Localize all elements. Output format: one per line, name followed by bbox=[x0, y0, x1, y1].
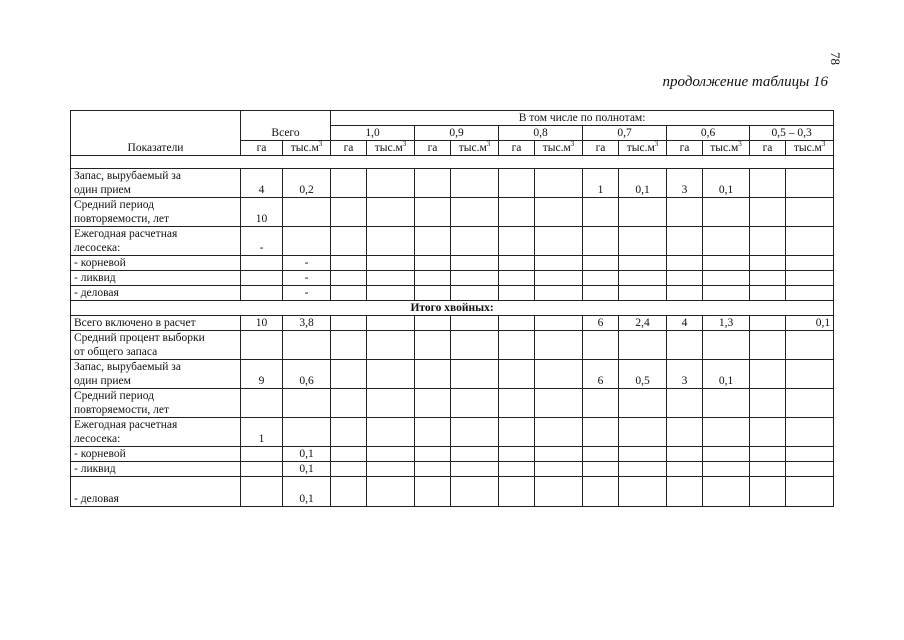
table-cell bbox=[451, 447, 499, 462]
header-density: 0,8 bbox=[499, 126, 583, 141]
table-cell: 0,1 bbox=[703, 360, 750, 389]
table-cell: 10 bbox=[241, 316, 283, 331]
row-label: - ликвид bbox=[71, 462, 241, 477]
table-cell bbox=[750, 447, 786, 462]
table-cell bbox=[583, 286, 619, 301]
table-cell bbox=[619, 227, 667, 256]
table-cell bbox=[331, 286, 367, 301]
table-cell bbox=[331, 169, 367, 198]
table-cell bbox=[451, 169, 499, 198]
row-label: - деловая bbox=[71, 477, 241, 507]
table-cell bbox=[367, 462, 415, 477]
header-density: 0,6 bbox=[667, 126, 750, 141]
table-cell bbox=[535, 462, 583, 477]
table-cell bbox=[535, 418, 583, 447]
table-cell bbox=[786, 256, 834, 271]
table-cell bbox=[241, 462, 283, 477]
table-cell bbox=[703, 271, 750, 286]
table-cell: 3,8 bbox=[283, 316, 331, 331]
table-cell: 1,3 bbox=[703, 316, 750, 331]
table-cell bbox=[703, 462, 750, 477]
header-unit-thousand-m3: $тыс.м^3$ bbox=[786, 141, 834, 156]
table-cell bbox=[241, 331, 283, 360]
table-cell: 0,2 bbox=[283, 169, 331, 198]
table-cell bbox=[786, 477, 834, 507]
table-cell bbox=[283, 418, 331, 447]
table-cell bbox=[367, 227, 415, 256]
table-cell bbox=[667, 331, 703, 360]
table-cell bbox=[535, 389, 583, 418]
table-cell bbox=[415, 477, 451, 507]
header-density: 0,7 bbox=[583, 126, 667, 141]
row-label: - ликвид bbox=[71, 271, 241, 286]
table-cell bbox=[451, 477, 499, 507]
table-cell bbox=[241, 389, 283, 418]
table-cell bbox=[786, 331, 834, 360]
table-cell bbox=[331, 198, 367, 227]
table-row bbox=[71, 462, 834, 477]
table-cell bbox=[241, 447, 283, 462]
table-cell: - bbox=[283, 271, 331, 286]
table-cell bbox=[241, 286, 283, 301]
table-row bbox=[71, 227, 834, 256]
table-cell bbox=[583, 271, 619, 286]
table-cell bbox=[667, 389, 703, 418]
table-row bbox=[71, 198, 834, 227]
table-cell: 0,1 bbox=[283, 462, 331, 477]
table-cell bbox=[750, 286, 786, 301]
header-density: 0,5 – 0,3 bbox=[750, 126, 834, 141]
table-cell bbox=[499, 256, 535, 271]
table-cell bbox=[619, 331, 667, 360]
row-label: Запас, вырубаемый за один прием bbox=[71, 169, 241, 198]
table-cell bbox=[331, 227, 367, 256]
table-cell bbox=[283, 389, 331, 418]
table-cell: 1 bbox=[241, 418, 283, 447]
table-cell bbox=[331, 316, 367, 331]
table-cell bbox=[451, 389, 499, 418]
table-cell bbox=[583, 331, 619, 360]
table-cell bbox=[750, 389, 786, 418]
header-unit-thousand-m3: $тыс.м^3$ bbox=[535, 141, 583, 156]
table-cell bbox=[367, 477, 415, 507]
header-unit-thousand-m3: $тыс.м^3$ bbox=[367, 141, 415, 156]
table-cell bbox=[703, 331, 750, 360]
table-cell bbox=[583, 256, 619, 271]
table-cell: 0,1 bbox=[283, 477, 331, 507]
table-cell bbox=[415, 227, 451, 256]
table-cell bbox=[499, 227, 535, 256]
table-cell bbox=[415, 256, 451, 271]
table-cell bbox=[451, 360, 499, 389]
table-cell bbox=[499, 169, 535, 198]
table-cell: 0,6 bbox=[283, 360, 331, 389]
table-cell bbox=[499, 418, 535, 447]
table-cell bbox=[535, 447, 583, 462]
table-cell bbox=[786, 227, 834, 256]
table-cell bbox=[619, 286, 667, 301]
table-cell bbox=[535, 227, 583, 256]
table-cell bbox=[583, 477, 619, 507]
table-cell bbox=[415, 447, 451, 462]
table-cell bbox=[535, 331, 583, 360]
table-cell: 0,1 bbox=[619, 169, 667, 198]
table-cell bbox=[667, 256, 703, 271]
table-cell bbox=[535, 256, 583, 271]
table-cell bbox=[786, 447, 834, 462]
table-cell bbox=[535, 198, 583, 227]
table-cell bbox=[415, 169, 451, 198]
section-row bbox=[71, 301, 834, 316]
table-cell bbox=[451, 462, 499, 477]
table-cell bbox=[786, 418, 834, 447]
table-cell bbox=[451, 198, 499, 227]
row-label: - деловая bbox=[71, 286, 241, 301]
table-cell bbox=[415, 271, 451, 286]
header-unit-thousand-m3: $тыс.м^3$ bbox=[451, 141, 499, 156]
table-cell: 0,5 bbox=[619, 360, 667, 389]
table-cell bbox=[583, 227, 619, 256]
page-number: 78 bbox=[828, 52, 843, 65]
table-row bbox=[71, 331, 834, 360]
table-cell: - bbox=[241, 227, 283, 256]
spacer-row bbox=[71, 156, 834, 169]
table-cell bbox=[367, 169, 415, 198]
continuation-caption: продолжение таблицы 16 bbox=[662, 74, 828, 90]
table-row bbox=[71, 418, 834, 447]
table-cell bbox=[331, 462, 367, 477]
table-cell bbox=[415, 360, 451, 389]
table-cell bbox=[331, 256, 367, 271]
table-cell bbox=[499, 389, 535, 418]
header-unit-thousand-m3: $тыс.м^3$ bbox=[619, 141, 667, 156]
table-row bbox=[71, 271, 834, 286]
table-cell: 0,1 bbox=[786, 316, 834, 331]
table-cell bbox=[499, 198, 535, 227]
table-cell bbox=[703, 477, 750, 507]
table-cell bbox=[367, 331, 415, 360]
header-unit-ha: га bbox=[667, 141, 703, 156]
table-cell bbox=[283, 331, 331, 360]
table-cell bbox=[451, 256, 499, 271]
table-cell bbox=[367, 389, 415, 418]
header-unit-ha: га bbox=[241, 141, 283, 156]
header-total: Всего bbox=[241, 111, 331, 141]
table-cell bbox=[667, 286, 703, 301]
table-row bbox=[71, 477, 834, 507]
table-cell bbox=[499, 316, 535, 331]
table-cell bbox=[619, 418, 667, 447]
table-row bbox=[71, 447, 834, 462]
table-cell bbox=[619, 477, 667, 507]
table-cell bbox=[786, 389, 834, 418]
row-label: Средний период повторяемости, лет bbox=[71, 198, 241, 227]
table-cell bbox=[786, 271, 834, 286]
table-cell bbox=[367, 360, 415, 389]
table-cell bbox=[331, 418, 367, 447]
table-cell bbox=[703, 389, 750, 418]
table-cell bbox=[667, 477, 703, 507]
row-label: Ежегодная расчетная лесосека: bbox=[71, 227, 241, 256]
row-label: Ежегодная расчетная лесосека: bbox=[71, 418, 241, 447]
table-cell bbox=[583, 447, 619, 462]
table-cell bbox=[667, 227, 703, 256]
table-cell bbox=[331, 271, 367, 286]
table-cell bbox=[499, 447, 535, 462]
table-cell bbox=[703, 418, 750, 447]
table-cell bbox=[703, 227, 750, 256]
table-cell bbox=[451, 331, 499, 360]
row-label: Запас, вырубаемый за один прием bbox=[71, 360, 241, 389]
table-cell bbox=[703, 286, 750, 301]
table-cell bbox=[619, 198, 667, 227]
table-cell bbox=[499, 286, 535, 301]
table-row bbox=[71, 360, 834, 389]
forest-table bbox=[70, 110, 834, 507]
header-unit-ha: га bbox=[331, 141, 367, 156]
table-cell bbox=[750, 227, 786, 256]
row-label: Средний период повторяемости, лет bbox=[71, 389, 241, 418]
table-cell: 3 bbox=[667, 169, 703, 198]
table-row bbox=[71, 286, 834, 301]
table-cell: 0,1 bbox=[703, 169, 750, 198]
section-title: Итого хвойных: bbox=[71, 301, 834, 316]
row-label: - корневой bbox=[71, 256, 241, 271]
table-cell bbox=[331, 360, 367, 389]
table-cell bbox=[367, 198, 415, 227]
header-density: 1,0 bbox=[331, 126, 415, 141]
table-cell bbox=[583, 389, 619, 418]
table-cell bbox=[535, 360, 583, 389]
table-cell bbox=[535, 477, 583, 507]
table-cell bbox=[451, 286, 499, 301]
table-cell: 4 bbox=[667, 316, 703, 331]
table-cell bbox=[415, 418, 451, 447]
table-cell bbox=[703, 256, 750, 271]
table-cell: - bbox=[283, 256, 331, 271]
table-cell bbox=[619, 462, 667, 477]
table-cell bbox=[786, 169, 834, 198]
table-cell bbox=[241, 271, 283, 286]
table-cell: 0,1 bbox=[283, 447, 331, 462]
table-cell bbox=[750, 198, 786, 227]
table-cell bbox=[535, 169, 583, 198]
header-unit-thousand-m3: $тыс.м^3$ bbox=[703, 141, 750, 156]
table-cell bbox=[451, 418, 499, 447]
table-cell bbox=[499, 462, 535, 477]
table-cell bbox=[499, 331, 535, 360]
table-cell bbox=[667, 418, 703, 447]
table-row bbox=[71, 316, 834, 331]
table-cell bbox=[583, 462, 619, 477]
table-cell bbox=[667, 198, 703, 227]
table-cell bbox=[367, 316, 415, 331]
table-cell bbox=[583, 198, 619, 227]
table-cell bbox=[367, 286, 415, 301]
table-cell bbox=[451, 227, 499, 256]
table-cell: 3 bbox=[667, 360, 703, 389]
table-cell bbox=[750, 418, 786, 447]
table-row bbox=[71, 169, 834, 198]
table-cell bbox=[786, 462, 834, 477]
row-label: - корневой bbox=[71, 447, 241, 462]
table-cell: 1 bbox=[583, 169, 619, 198]
table-cell bbox=[619, 389, 667, 418]
table-cell bbox=[331, 331, 367, 360]
table-cell bbox=[415, 198, 451, 227]
table-cell bbox=[535, 271, 583, 286]
header-by-density: В том числе по полнотам: bbox=[331, 111, 834, 126]
table-row bbox=[71, 389, 834, 418]
table-cell bbox=[750, 462, 786, 477]
table-cell bbox=[367, 271, 415, 286]
table-cell: 6 bbox=[583, 316, 619, 331]
table-cell bbox=[499, 477, 535, 507]
table-cell bbox=[667, 271, 703, 286]
table-cell bbox=[619, 271, 667, 286]
table-cell bbox=[619, 447, 667, 462]
header-density: 0,9 bbox=[415, 126, 499, 141]
table-cell bbox=[786, 286, 834, 301]
table-cell bbox=[750, 169, 786, 198]
table-cell bbox=[241, 256, 283, 271]
header-unit-ha: га bbox=[583, 141, 619, 156]
table-row bbox=[71, 256, 834, 271]
table-cell bbox=[703, 198, 750, 227]
table-cell bbox=[786, 360, 834, 389]
table-cell bbox=[667, 462, 703, 477]
table-cell bbox=[619, 256, 667, 271]
table-cell bbox=[367, 256, 415, 271]
header-unit-ha: га bbox=[750, 141, 786, 156]
table-cell bbox=[241, 477, 283, 507]
table-cell bbox=[750, 477, 786, 507]
table-cell bbox=[786, 198, 834, 227]
table-cell bbox=[750, 316, 786, 331]
table-cell: - bbox=[283, 286, 331, 301]
header-indicators: Показатели bbox=[71, 111, 241, 156]
table-cell bbox=[415, 286, 451, 301]
table-cell bbox=[667, 447, 703, 462]
table-cell bbox=[750, 331, 786, 360]
table-cell bbox=[367, 447, 415, 462]
table-cell bbox=[703, 447, 750, 462]
table-cell bbox=[750, 256, 786, 271]
table-cell bbox=[499, 360, 535, 389]
table-cell: 9 bbox=[241, 360, 283, 389]
table-cell: 4 bbox=[241, 169, 283, 198]
table-cell bbox=[750, 271, 786, 286]
table-cell: 6 bbox=[583, 360, 619, 389]
table-cell bbox=[415, 316, 451, 331]
table-cell bbox=[283, 227, 331, 256]
header-unit-thousand-m3: $тыс.м^3$ bbox=[283, 141, 331, 156]
row-label: Средний процент выборки от общего запаса bbox=[71, 331, 241, 360]
table-cell bbox=[415, 462, 451, 477]
table-cell bbox=[331, 477, 367, 507]
table-cell bbox=[415, 331, 451, 360]
table-cell bbox=[583, 418, 619, 447]
table-cell bbox=[499, 271, 535, 286]
table-cell bbox=[415, 389, 451, 418]
header-unit-ha: га bbox=[499, 141, 535, 156]
header-unit-ha: га bbox=[415, 141, 451, 156]
table-cell bbox=[451, 271, 499, 286]
table-cell bbox=[331, 447, 367, 462]
table-cell bbox=[535, 316, 583, 331]
table-cell bbox=[331, 389, 367, 418]
table-cell bbox=[283, 198, 331, 227]
table-cell bbox=[451, 316, 499, 331]
table-cell bbox=[535, 286, 583, 301]
table-cell bbox=[367, 418, 415, 447]
row-label: Всего включено в расчет bbox=[71, 316, 241, 331]
table-cell: 10 bbox=[241, 198, 283, 227]
table-cell bbox=[750, 360, 786, 389]
table-cell: 2,4 bbox=[619, 316, 667, 331]
